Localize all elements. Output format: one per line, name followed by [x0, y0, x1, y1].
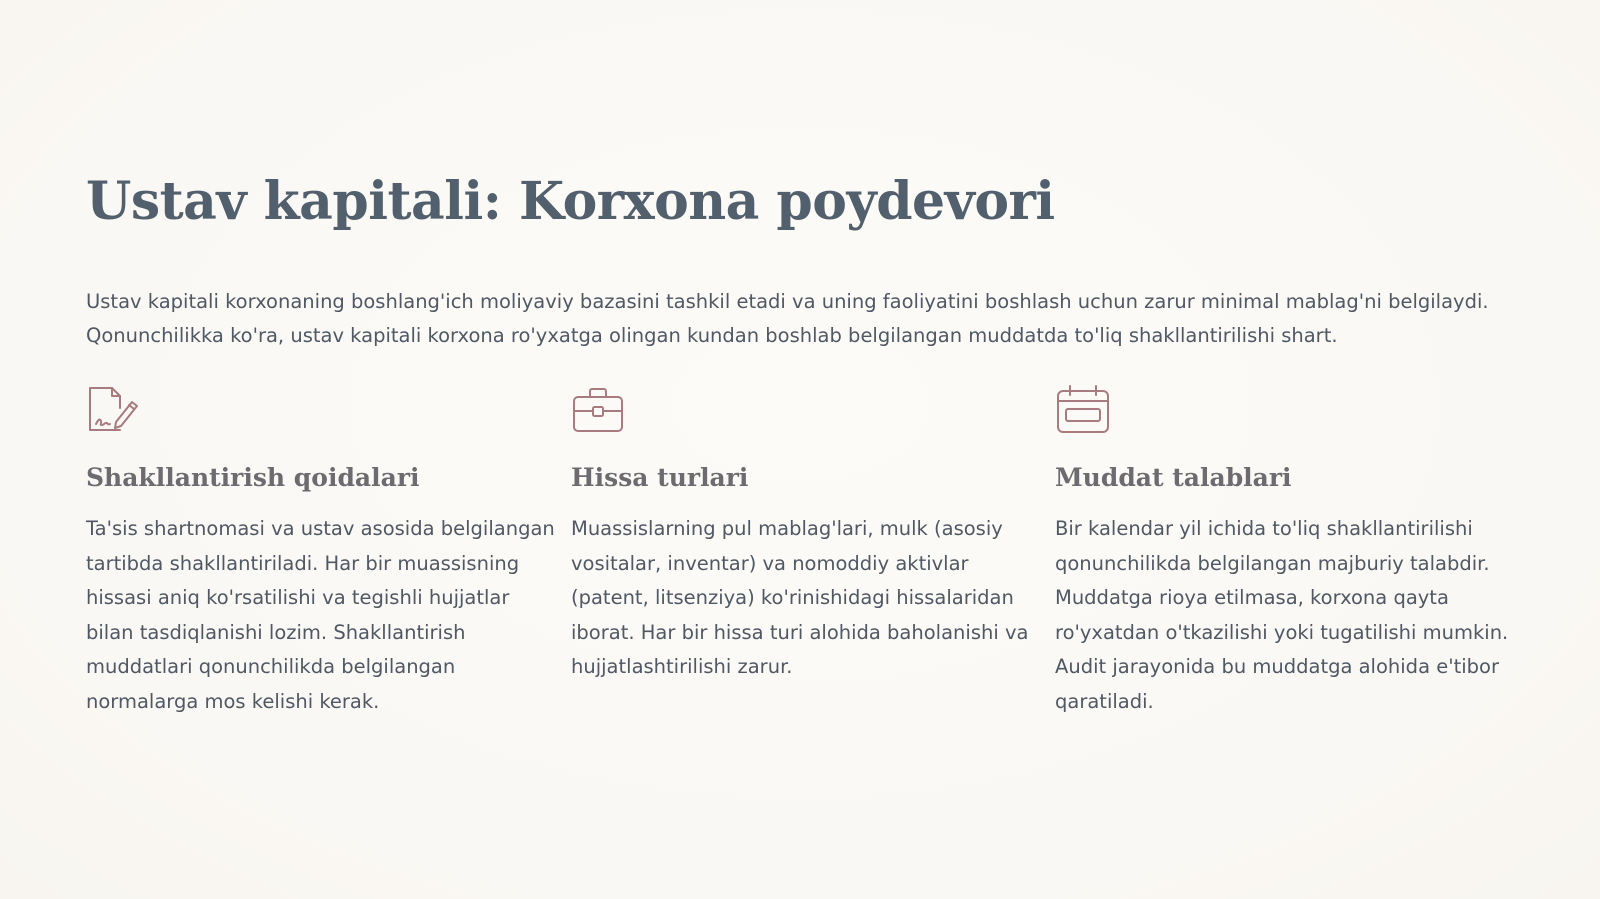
page-title: Ustav kapitali: Korxona poydevori [86, 171, 1055, 232]
info-column-formation-rules [86, 384, 556, 713]
briefcase-icon [571, 384, 627, 440]
info-column-contribution-types [571, 384, 1041, 678]
column-heading: Muddat talablari [1055, 463, 1292, 492]
column-text: Ta'sis shartnomasi va ustav asosida belgilangan tartibda shakllantiriladi. Har bir muassisning hissasi aniq ko'rsatilishi va tegishli hujjatlar bilan tasdiqlanishi lozim. Shakllantirish muddatlari qonunchilikda belgilangan normalarga mos kelishi kerak. [86, 517, 555, 713]
column-heading: Shakllantirish qoidalari [86, 463, 420, 492]
intro-paragraph: Ustav kapitali korxonaning boshlang'ich moliyaviy bazasini tashkil etadi va uning faoliyatini boshlash uchun zarur minimal mablag'ni belgilaydi. Qonunchilikka ko'ra, ustav kapitali korxona ro'yxatga olingan kundan boshlab belgilangan muddatda to'liq shakllantirilishi shart. [86, 290, 1489, 347]
calendar-icon [1055, 384, 1111, 440]
info-column-deadline-requirements [1055, 384, 1525, 713]
column-heading: Hissa turlari [571, 463, 749, 492]
column-text: Bir kalendar yil ichida to'liq shakllantirilishi qonunchilikda belgilangan majburiy talabdir. Muddatga rioya etilmasa, korxona qayta ro'yxatdan o'tkazilishi yoki tugatilishi mumkin. Audit jarayonida bu muddatga alohida e'tibor qaratiladi. [1055, 517, 1509, 713]
document-signature-icon [86, 384, 142, 440]
column-text: Muassislarning pul mablag'lari, mulk (asosiy vositalar, inventar) va nomoddiy aktivlar (patent, litsenziya) ko'rinishidagi hissalaridan iborat. Har bir hissa turi alohida baholanishi va hujjatlashtirilishi zarur. [571, 517, 1029, 678]
